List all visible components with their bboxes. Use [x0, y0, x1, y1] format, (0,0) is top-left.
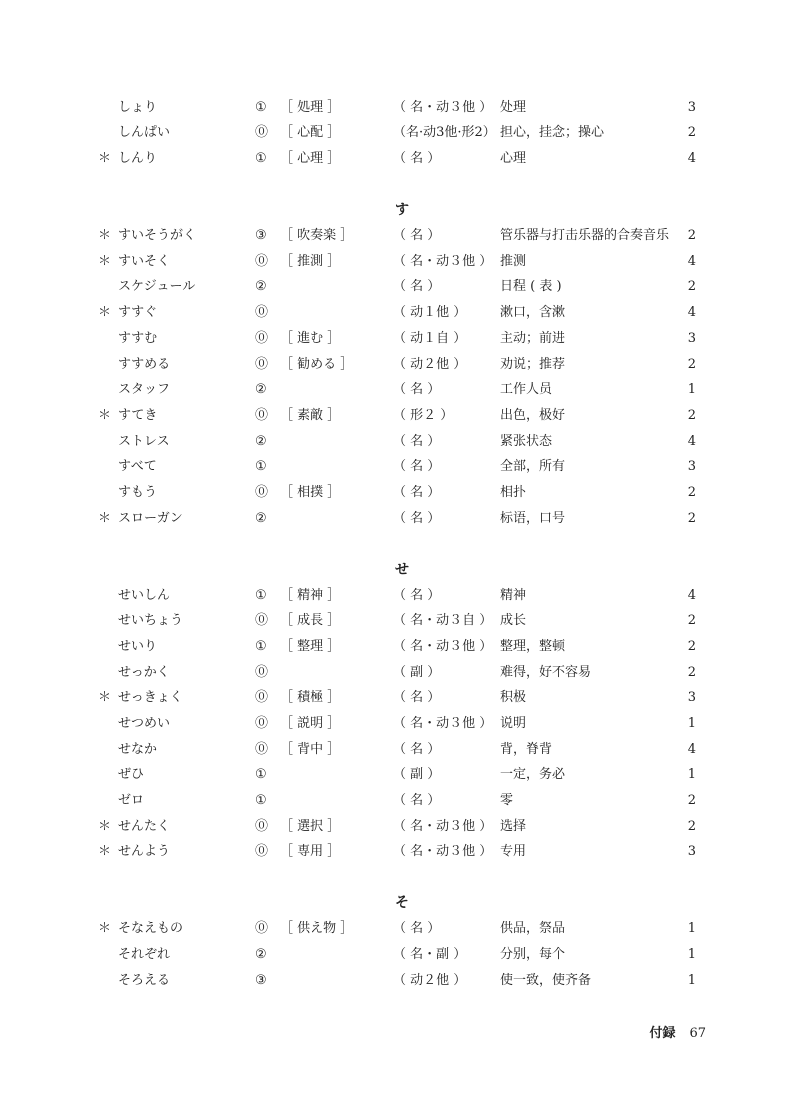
- entry-level: 2: [687, 125, 696, 140]
- entry-kana: それぞれ: [118, 947, 171, 962]
- accent-mark: ⓪: [255, 665, 269, 680]
- entry-meaning: 出色，极好: [500, 408, 566, 423]
- part-of-speech: （ 副 ）: [393, 767, 441, 782]
- entry-kana: すいそうがく: [118, 228, 197, 243]
- entry-kana: すべて: [118, 459, 157, 474]
- part-of-speech: （ 名 ）: [393, 742, 441, 757]
- entry-level: 4: [687, 151, 696, 166]
- accent-mark: ⓪: [255, 613, 269, 628]
- entry-kana: せんよう: [118, 844, 171, 859]
- star-mark: ＊: [98, 254, 112, 269]
- entry-row: [0, 250, 800, 274]
- star-mark: ＊: [98, 228, 112, 243]
- entry-meaning: 成长: [500, 613, 527, 628]
- entry-level: 2: [687, 485, 696, 500]
- entry-kana: せっかく: [118, 665, 170, 680]
- part-of-speech: （ 名 ）: [393, 511, 441, 526]
- accent-mark: ⓪: [255, 357, 269, 372]
- entry-meaning: 相扑: [500, 485, 527, 500]
- entry-row: [0, 224, 800, 248]
- entry-kana: すてき: [118, 408, 158, 423]
- part-of-speech: （ 副 ）: [393, 665, 441, 680]
- entry-meaning: 使一致，使齐备: [500, 973, 592, 988]
- part-of-speech: （ 名 ）: [393, 588, 441, 603]
- star-mark: ＊: [98, 305, 112, 320]
- accent-mark: ②: [255, 382, 267, 397]
- entry-row: [0, 712, 800, 736]
- entry-row: [0, 969, 800, 993]
- page-footer: [649, 1022, 706, 1046]
- entry-row: [0, 353, 800, 377]
- entry-meaning: 零: [500, 793, 514, 808]
- entry-level: 2: [687, 819, 696, 834]
- entry-row: [0, 121, 800, 145]
- entry-row: [0, 789, 800, 813]
- accent-mark: ①: [255, 151, 267, 166]
- entry-kanji: ［ 説明 ］: [280, 716, 341, 731]
- accent-mark: ⓪: [255, 485, 269, 500]
- entry-meaning: 整理，整顿: [500, 639, 566, 654]
- entry-level: 2: [687, 357, 696, 372]
- entry-meaning: 管乐器与打击乐器的合奏音乐: [500, 228, 670, 243]
- part-of-speech: （ 名 ）: [393, 151, 441, 166]
- entry-level: 1: [687, 973, 696, 988]
- entry-meaning: 积极: [500, 690, 527, 705]
- entry-level: 1: [687, 921, 696, 936]
- part-of-speech: （ 动１他 ）: [393, 305, 467, 320]
- entry-row: [0, 840, 800, 864]
- entry-meaning: 紧张状态: [500, 434, 553, 449]
- entry-meaning: 说明: [500, 716, 527, 731]
- section-heading-se: せ: [395, 562, 409, 578]
- entry-kana: スローガン: [118, 511, 183, 526]
- part-of-speech: （ 名・动３他 ）: [393, 844, 493, 859]
- entry-kana: せいしん: [118, 588, 171, 603]
- entry-meaning: 一定，务必: [500, 767, 566, 782]
- part-of-speech: （ 动１自 ）: [393, 331, 467, 346]
- entry-level: 3: [687, 459, 696, 474]
- entry-level: 4: [687, 742, 696, 757]
- accent-mark: ③: [255, 228, 267, 243]
- entry-kana: ぜひ: [118, 767, 145, 782]
- entry-kana: すすむ: [118, 331, 158, 346]
- entry-level: 2: [687, 793, 696, 808]
- entry-meaning: 标语，口号: [500, 511, 566, 526]
- entry-row: [0, 943, 800, 967]
- entry-kana: せなか: [118, 742, 158, 757]
- entry-kanji: ［ 整理 ］: [280, 639, 341, 654]
- part-of-speech: （ 名 ）: [393, 382, 441, 397]
- entry-kana: しょり: [118, 100, 158, 115]
- accent-mark: ①: [255, 767, 267, 782]
- part-of-speech: （ 名 ）: [393, 279, 441, 294]
- entry-kana: スケジュール: [118, 279, 196, 294]
- accent-mark: ⓪: [255, 408, 269, 423]
- accent-mark: ⓪: [255, 844, 269, 859]
- entry-meaning: 难得，好不容易: [500, 665, 592, 680]
- accent-mark: ②: [255, 947, 267, 962]
- entry-kanji: ［ 精神 ］: [280, 588, 341, 603]
- entry-level: 1: [687, 382, 696, 397]
- accent-mark: ②: [255, 511, 267, 526]
- entry-kana: そろえる: [118, 973, 171, 988]
- entry-level: 2: [687, 613, 696, 628]
- entry-row: [0, 635, 800, 659]
- entry-kanji: ［ 心配 ］: [280, 125, 341, 140]
- entry-level: 4: [687, 305, 696, 320]
- part-of-speech: （名·动3他·形2）: [393, 125, 496, 140]
- entry-level: 2: [687, 279, 696, 294]
- entry-row: [0, 275, 800, 299]
- entry-meaning: 日程 ( 表 ): [500, 279, 562, 294]
- entry-kanji: ［ 専用 ］: [280, 844, 341, 859]
- entry-row: [0, 507, 800, 531]
- entry-kana: すいそく: [118, 254, 171, 269]
- entry-row: [0, 404, 800, 428]
- entry-kanji: ［ 選択 ］: [280, 819, 341, 834]
- star-mark: ＊: [98, 511, 112, 526]
- entry-meaning: 背，脊背: [500, 742, 553, 757]
- entry-kanji: ［ 供え物 ］: [280, 921, 354, 936]
- part-of-speech: （ 名 ）: [393, 793, 441, 808]
- entry-kana: しんぱい: [118, 125, 171, 140]
- part-of-speech: （ 名 ）: [393, 228, 441, 243]
- entry-row: [0, 584, 800, 608]
- entry-meaning: 漱口，含漱: [500, 305, 566, 320]
- accent-mark: ⓪: [255, 331, 269, 346]
- page-number: 67: [689, 1026, 706, 1041]
- entry-row: [0, 661, 800, 685]
- entry-row: [0, 96, 800, 120]
- entry-level: 2: [687, 408, 696, 423]
- entry-kanji: ［ 進む ］: [280, 331, 341, 346]
- part-of-speech: （ 名・动３他 ）: [393, 100, 493, 115]
- appendix-label: 付録: [649, 1026, 676, 1041]
- entry-kana: せいちょう: [118, 613, 184, 628]
- accent-mark: ⓪: [255, 742, 269, 757]
- entry-row: [0, 763, 800, 787]
- entry-kanji: ［ 心理 ］: [280, 151, 341, 166]
- part-of-speech: （ 动２他 ）: [393, 357, 467, 372]
- star-mark: ＊: [98, 408, 112, 423]
- star-mark: ＊: [98, 819, 112, 834]
- accent-mark: ①: [255, 100, 267, 115]
- entry-level: 4: [687, 254, 696, 269]
- accent-mark: ①: [255, 588, 267, 603]
- entry-level: 1: [687, 716, 696, 731]
- accent-mark: ②: [255, 434, 267, 449]
- entry-kana: そなえもの: [118, 921, 184, 936]
- entry-meaning: 专用: [500, 844, 527, 859]
- entry-level: 1: [687, 767, 696, 782]
- entry-level: 1: [687, 947, 696, 962]
- entry-meaning: 分别，每个: [500, 947, 566, 962]
- accent-mark: ⓪: [255, 125, 269, 140]
- entry-meaning: 工作人员: [500, 382, 553, 397]
- entry-level: 4: [687, 588, 696, 603]
- entry-kana: せいり: [118, 639, 158, 654]
- entry-row: [0, 301, 800, 325]
- entry-kana: せつめい: [118, 716, 171, 731]
- entry-row: [0, 481, 800, 505]
- entry-level: 2: [687, 511, 696, 526]
- entry-meaning: 处理: [500, 100, 527, 115]
- entry-row: [0, 430, 800, 454]
- part-of-speech: （ 名 ）: [393, 434, 441, 449]
- accent-mark: ①: [255, 639, 267, 654]
- part-of-speech: （ 名・动３他 ）: [393, 819, 493, 834]
- entry-kana: スタッフ: [118, 382, 171, 397]
- entry-kanji: ［ 相撲 ］: [280, 485, 341, 500]
- accent-mark: ②: [255, 279, 267, 294]
- entry-level: 2: [687, 665, 696, 680]
- entry-meaning: 精神: [500, 588, 527, 603]
- accent-mark: ⓪: [255, 819, 269, 834]
- entry-meaning: 主动；前进: [500, 331, 566, 346]
- entry-level: 4: [687, 434, 696, 449]
- entry-meaning: 供品，祭品: [500, 921, 566, 936]
- entry-row: [0, 686, 800, 710]
- section-heading-so: そ: [395, 895, 409, 911]
- entry-meaning: 心理: [500, 151, 527, 166]
- accent-mark: ⓪: [255, 305, 269, 320]
- entry-kana: ストレス: [118, 434, 170, 449]
- entry-level: 3: [687, 331, 696, 346]
- part-of-speech: （ 名・副 ）: [393, 947, 467, 962]
- entry-meaning: 全部，所有: [500, 459, 566, 474]
- part-of-speech: （ 名・动３他 ）: [393, 639, 493, 654]
- accent-mark: ⓪: [255, 716, 269, 731]
- part-of-speech: （ 名・动３他 ）: [393, 716, 493, 731]
- entry-meaning: 担心，挂念；操心: [500, 125, 605, 140]
- entry-row: [0, 609, 800, 633]
- entry-kana: ゼロ: [118, 793, 145, 808]
- part-of-speech: （ 名・动３自 ）: [393, 613, 493, 628]
- star-mark: ＊: [98, 151, 112, 166]
- part-of-speech: （ 名 ）: [393, 921, 441, 936]
- entry-meaning: 劝说；推荐: [500, 357, 566, 372]
- entry-kana: せんたく: [118, 819, 171, 834]
- part-of-speech: （ 名・动３他 ）: [393, 254, 493, 269]
- entry-kana: すもう: [118, 485, 158, 500]
- entry-row: [0, 738, 800, 762]
- part-of-speech: （ 名 ）: [393, 459, 441, 474]
- entry-meaning: 推测: [500, 254, 527, 269]
- entry-kanji: ［ 推測 ］: [280, 254, 341, 269]
- entry-level: 3: [687, 690, 696, 705]
- entry-level: 3: [687, 844, 696, 859]
- entry-row: [0, 917, 800, 941]
- entry-kanji: ［ 勧める ］: [280, 357, 354, 372]
- entry-row: [0, 147, 800, 171]
- entry-row: [0, 327, 800, 351]
- section-heading-su: す: [395, 202, 409, 218]
- accent-mark: ⓪: [255, 921, 269, 936]
- part-of-speech: （ 名 ）: [393, 690, 441, 705]
- entry-kanji: ［ 素敵 ］: [280, 408, 341, 423]
- entry-meaning: 选择: [500, 819, 527, 834]
- star-mark: ＊: [98, 921, 112, 936]
- entry-kana: すすめる: [118, 357, 171, 372]
- part-of-speech: （ 动２他 ）: [393, 973, 467, 988]
- accent-mark: ①: [255, 459, 267, 474]
- accent-mark: ⓪: [255, 254, 269, 269]
- entry-kanji: ［ 吹奏楽 ］: [280, 228, 354, 243]
- entry-level: 2: [687, 639, 696, 654]
- entry-kanji: ［ 処理 ］: [280, 100, 341, 115]
- entry-kanji: ［ 背中 ］: [280, 742, 341, 757]
- accent-mark: ⓪: [255, 690, 269, 705]
- part-of-speech: （ 名 ）: [393, 485, 441, 500]
- star-mark: ＊: [98, 690, 112, 705]
- entry-kanji: ［ 成長 ］: [280, 613, 341, 628]
- accent-mark: ③: [255, 973, 267, 988]
- star-mark: ＊: [98, 844, 112, 859]
- entry-kanji: ［ 積極 ］: [280, 690, 341, 705]
- entry-level: 2: [687, 228, 696, 243]
- entry-row: [0, 455, 800, 479]
- accent-mark: ①: [255, 793, 267, 808]
- part-of-speech: （ 形２ ）: [393, 408, 454, 423]
- entry-kana: すすぐ: [118, 305, 158, 320]
- entry-level: 3: [687, 100, 696, 115]
- entry-kana: せっきょく: [118, 690, 183, 705]
- entry-row: [0, 815, 800, 839]
- entry-row: [0, 378, 800, 402]
- entry-kana: しんり: [118, 151, 158, 166]
